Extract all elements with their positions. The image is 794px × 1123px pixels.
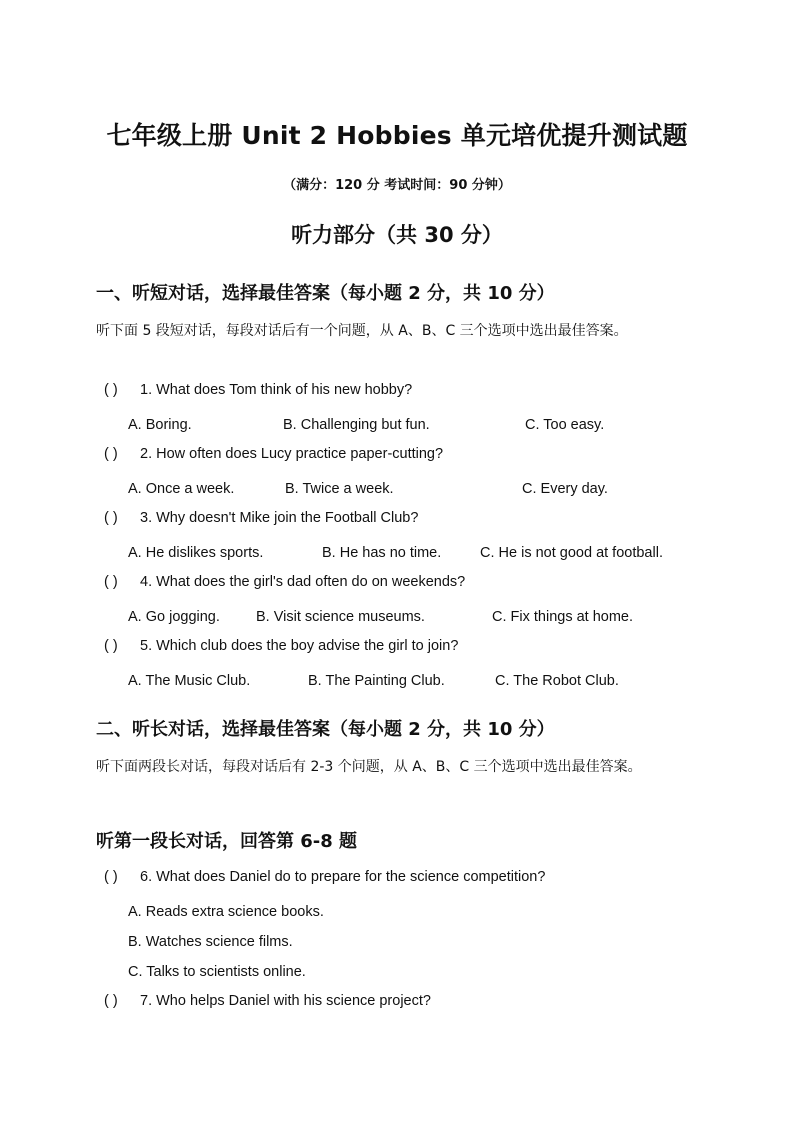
option-6a: A. Reads extra science books. <box>128 904 324 920</box>
option-1a: A. Boring. <box>128 417 192 433</box>
section2-heading: 二、听长对话，选择最佳答案（每小题 2 分，共 10 分） <box>96 719 555 740</box>
question-5 <box>104 638 458 654</box>
question-text: 3. Why doesn't Mike join the Football Club? <box>140 510 419 526</box>
option-4c: C. Fix things at home. <box>492 609 634 625</box>
option-5b: B. The Painting Club. <box>308 673 445 689</box>
section2-instruction: 听下面两段长对话，每段对话后有 2-3 个问题，从 A、B、C 三个选项中选出最佳答案。 <box>96 759 642 775</box>
part-title: 听力部分（共 30 分） <box>291 223 503 247</box>
option-2b: B. Twice a week. <box>285 481 394 497</box>
question-text: 1. What does Tom think of his new hobby? <box>140 382 413 398</box>
option-5c: C. The Robot Club. <box>495 673 619 689</box>
option-3c: C. He is not good at football. <box>480 545 663 561</box>
option-6b: B. Watches science films. <box>128 934 293 950</box>
option-2a: A. Once a week. <box>128 481 235 497</box>
page-title: 七年级上册 Unit 2 Hobbies 单元培优提升测试题 <box>106 121 688 150</box>
answer-blank[interactable]: ( ) <box>104 446 118 462</box>
answer-blank[interactable]: ( ) <box>104 869 118 885</box>
question-6 <box>104 869 545 885</box>
option-4b: B. Visit science museums. <box>256 609 425 625</box>
question-1 <box>104 382 412 398</box>
question-text: 5. Which club does the boy advise the girl to join? <box>140 638 459 654</box>
answer-blank[interactable]: ( ) <box>104 574 118 590</box>
option-2c: C. Every day. <box>522 481 608 497</box>
question-3 <box>104 510 418 526</box>
question-text: 6. What does Daniel do to prepare for the science competition? <box>140 869 546 885</box>
option-1b: B. Challenging but fun. <box>283 417 430 433</box>
section1-instruction: 听下面 5 段短对话，每段对话后有一个问题，从 A、B、C 三个选项中选出最佳答案。 <box>96 323 628 339</box>
answer-blank[interactable]: ( ) <box>104 638 118 654</box>
answer-blank[interactable]: ( ) <box>104 993 118 1009</box>
question-text: 7. Who helps Daniel with his science project? <box>140 993 431 1009</box>
question-7 <box>104 993 431 1009</box>
question-text: 2. How often does Lucy practice paper-cutting? <box>140 446 444 462</box>
option-3b: B. He has no time. <box>322 545 442 561</box>
section2-subheading: 听第一段长对话，回答第 6-8 题 <box>96 831 358 852</box>
answer-blank[interactable]: ( ) <box>104 510 118 526</box>
question-2 <box>104 446 443 462</box>
section1-heading: 一、听短对话，选择最佳答案（每小题 2 分，共 10 分） <box>96 283 555 304</box>
answer-blank[interactable]: ( ) <box>104 382 118 398</box>
option-5a: A. The Music Club. <box>128 673 251 689</box>
option-6c: C. Talks to scientists online. <box>128 964 306 980</box>
option-3a: A. He dislikes sports. <box>128 545 264 561</box>
page-subtitle: （满分：120 分 考试时间：90 分钟） <box>283 178 511 193</box>
option-1c: C. Too easy. <box>525 417 605 433</box>
option-4a: A. Go jogging. <box>128 609 220 625</box>
question-text: 4. What does the girl's dad often do on weekends? <box>140 574 466 590</box>
question-4 <box>104 574 465 590</box>
